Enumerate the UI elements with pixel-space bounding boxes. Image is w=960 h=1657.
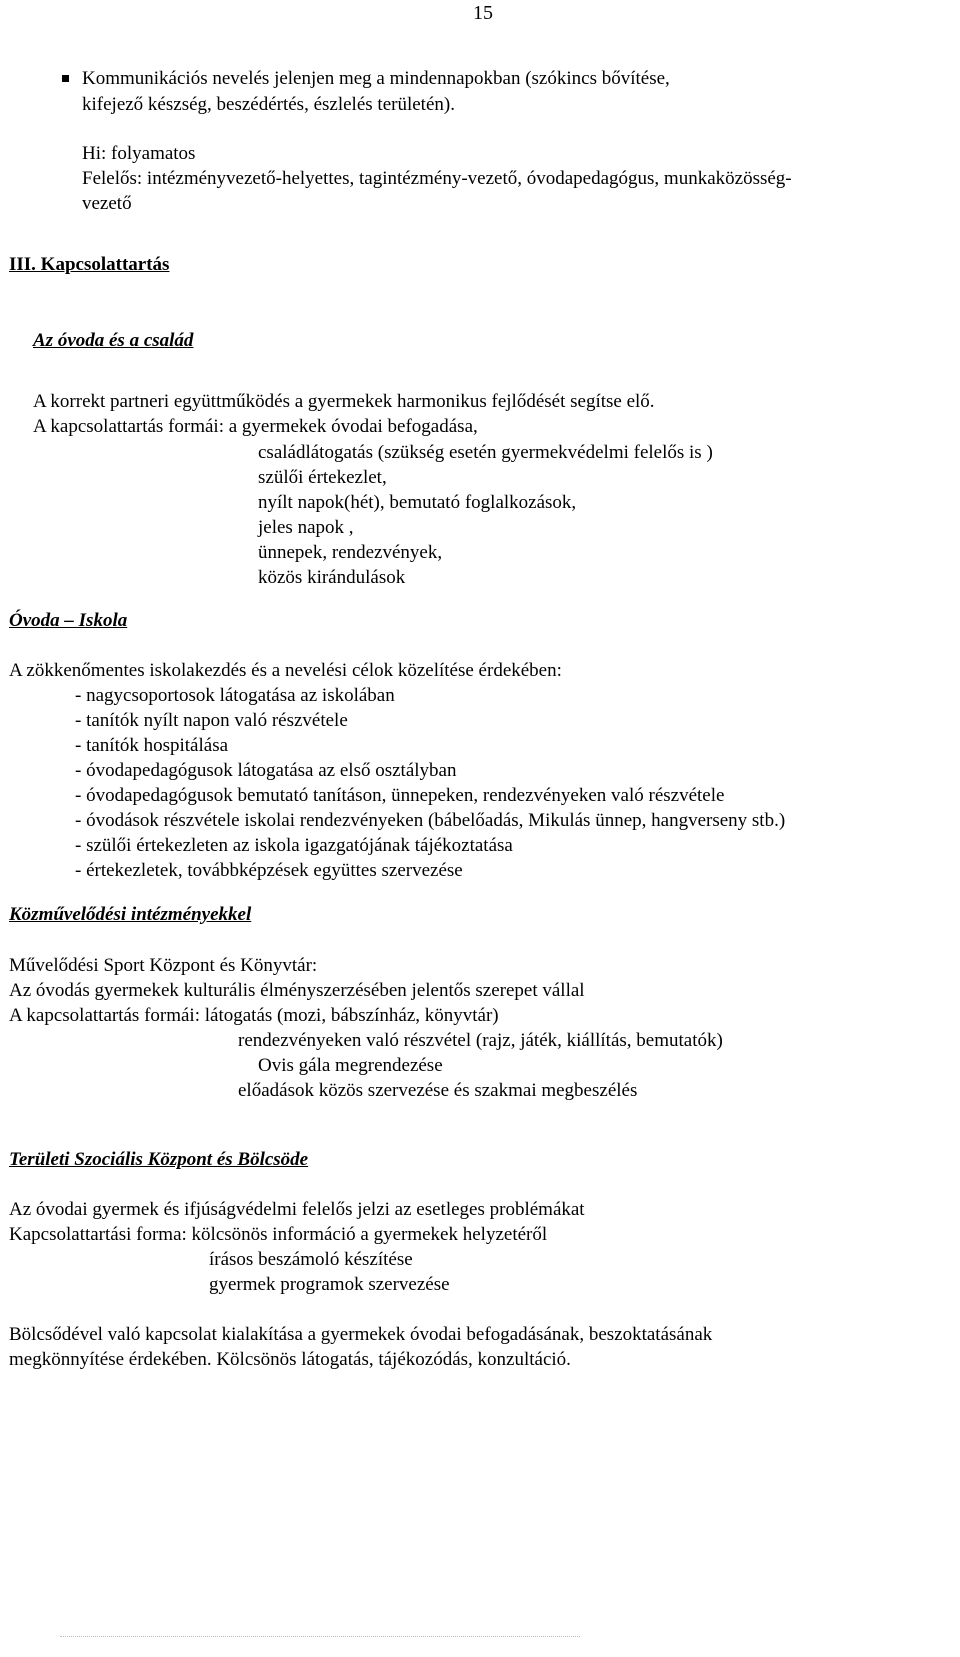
responsible-line1: Felelős: intézményvezető-helyettes, tagintézmény-vezető, óvodapedagógus, munkaközösség-: [82, 168, 792, 189]
school-list-item: - tanítók nyílt napon való részvétele: [75, 709, 348, 733]
social-form-item: gyermek programok szervezése: [209, 1274, 450, 1295]
culture-form-item: rendezvényeken való részvétel (rajz, játék, kiállítás, bemutatók): [238, 1030, 723, 1051]
page-number: 15: [473, 2, 493, 24]
culture-form-item: Ovis gála megrendezése: [258, 1055, 443, 1076]
social-forms-prefix: Kapcsolattartási forma: kölcsönös információ a gyermekek helyzetéről: [9, 1224, 548, 1245]
social-sentence: Az óvodai gyermek és ifjúságvédelmi felelős jelzi az esetleges problémákat: [9, 1199, 585, 1220]
nursery-line2: megkönnyítése érdekében. Kölcsönös látogatás, tájékozódás, konzultáció.: [9, 1349, 571, 1370]
bullet-icon: [62, 75, 69, 82]
family-forms-prefix: A kapcsolattartás formái: a gyermekek óvodai befogadása,: [33, 416, 478, 437]
responsible-line2: vezető: [82, 193, 132, 214]
family-form-item: szülői értekezlet,: [258, 467, 387, 488]
school-list-item: - nagycsoportosok látogatása az iskolában: [75, 684, 395, 708]
school-list-item: - szülői értekezleten az iskola igazgatójának tájékoztatása: [75, 834, 513, 858]
school-list-item: - óvodások részvétele iskolai rendezvényeken (bábelőadás, Mikulás ünnep, hangverseny stb.): [75, 809, 785, 833]
family-subtitle: Az óvoda és a család: [33, 330, 194, 351]
culture-role: Az óvodás gyermekek kulturális élményszerzésében jelentős szerepet vállal: [9, 980, 585, 1001]
family-form-item: ünnepek, rendezvények,: [258, 542, 443, 563]
nursery-line1: Bölcsődével való kapcsolat kialakítása a gyermekek óvodai befogadásának, beszoktatásának: [9, 1324, 713, 1345]
culture-form-item: előadások közös szervezése és szakmai megbeszélés: [238, 1080, 638, 1101]
culture-venue: Művelődési Sport Központ és Könyvtár:: [9, 955, 318, 976]
family-sentence: A korrekt partneri együttműködés a gyermekek harmonikus fejlődését segítse elő.: [33, 391, 655, 412]
bullet-text-line1: Kommunikációs nevelés jelenjen meg a mindennapokban (szókincs bővítése,: [82, 68, 670, 89]
school-intro: A zökkenőmentes iskolakezdés és a nevelési célok közelítése érdekében:: [9, 660, 562, 681]
scan-noise-divider: [60, 1636, 580, 1641]
bullet-text-line2: kifejező készség, beszédértés, észlelés területén).: [82, 94, 455, 115]
deadline-text: Hi: folyamatos: [82, 143, 196, 164]
family-form-item: jeles napok ,: [258, 517, 354, 538]
school-list-item: - értekezletek, továbbképzések együttes szervezése: [75, 859, 463, 883]
school-list-item: - óvodapedagógusok látogatása az első osztályban: [75, 759, 456, 783]
school-list-item: - óvodapedagógusok bemutató tanításon, ünnepeken, rendezvényeken való részvétele: [75, 784, 724, 808]
social-subtitle: Területi Szociális Központ és Bölcsöde: [9, 1149, 309, 1170]
culture-forms-prefix: A kapcsolattartás formái: látogatás (mozi, bábszínház, könyvtár): [9, 1005, 499, 1026]
school-subtitle: Óvoda – Iskola: [9, 610, 128, 631]
section-title: III. Kapcsolattartás: [9, 254, 170, 275]
family-form-item: közös kirándulások: [258, 567, 406, 588]
family-form-item: családlátogatás (szükség esetén gyermekvédelmi felelős is ): [258, 442, 713, 463]
school-list-item: - tanítók hospitálása: [75, 734, 228, 758]
social-form-item: írásos beszámoló készítése: [209, 1249, 413, 1270]
family-form-item: nyílt napok(hét), bemutató foglalkozások,: [258, 492, 577, 513]
culture-subtitle: Közművelődési intézményekkel: [9, 904, 252, 925]
